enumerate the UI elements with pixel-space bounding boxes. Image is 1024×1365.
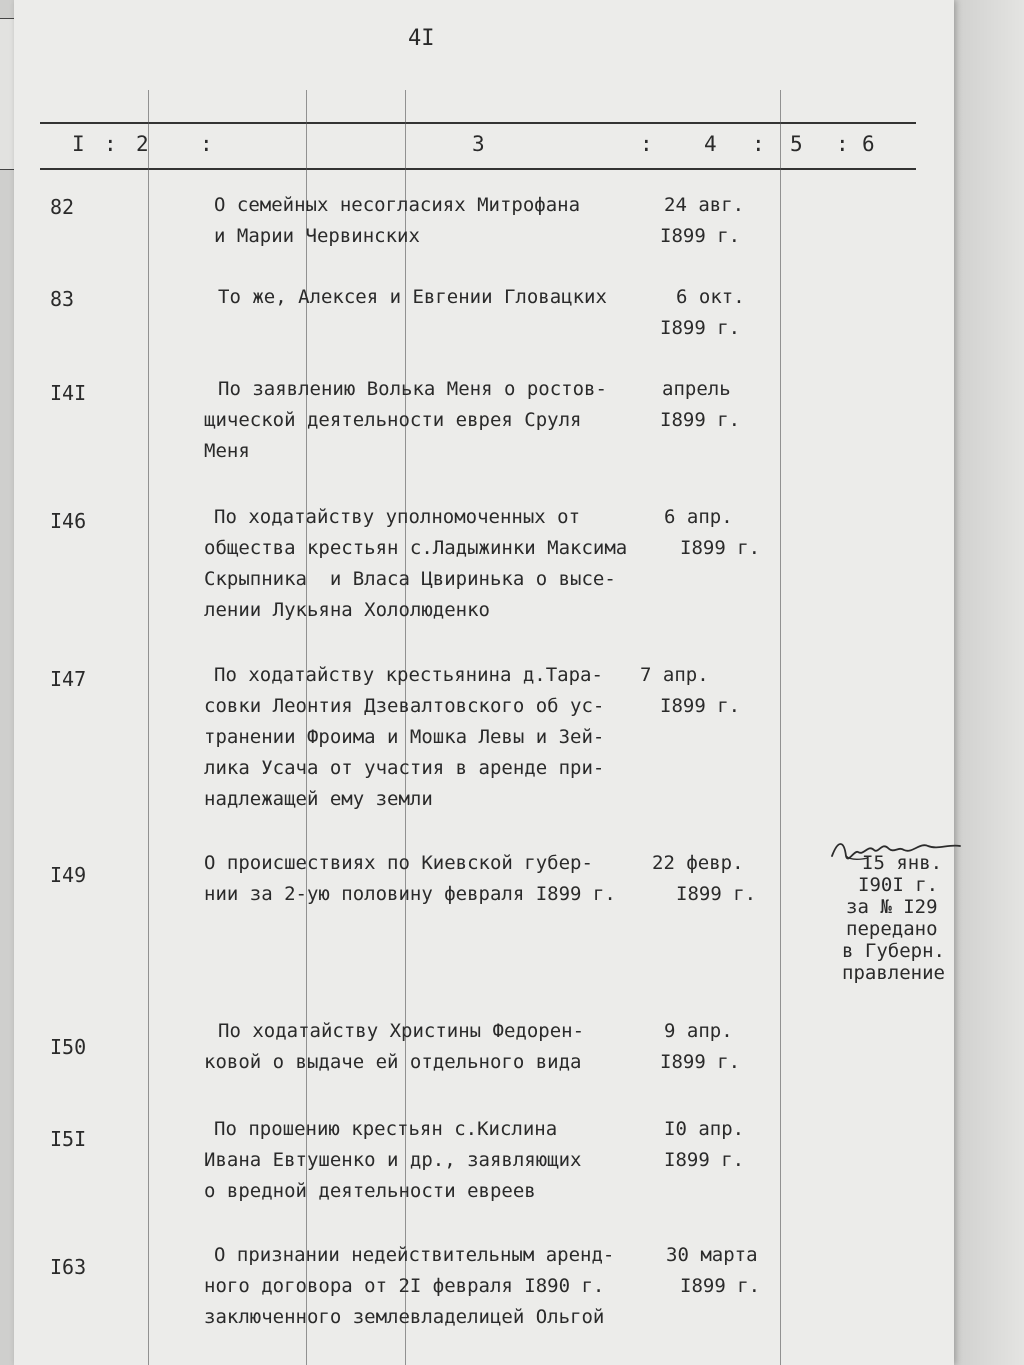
entry-141-date-day: апрель	[662, 378, 731, 400]
entry-163-date-year: I899 г.	[680, 1275, 761, 1297]
note-line-6: правление	[842, 962, 945, 984]
note-line-2: I90I г.	[858, 874, 939, 896]
column-divider-4	[780, 90, 781, 1365]
header-col-1: I	[72, 132, 87, 156]
entry-147-title-line-3: транении Фроима и Мошка Левы и Зей-	[204, 726, 605, 748]
entry-149-title-line-1: О происшествиях по Киевской губер-	[204, 852, 593, 874]
header-sep-1: :	[104, 132, 119, 156]
right-margin	[954, 0, 1024, 1365]
entry-163-title-line-2: ного договора от 2I февраля I890 г.	[204, 1275, 605, 1297]
entry-163-title-line-1: О признании недействительным аренд-	[214, 1244, 615, 1266]
entry-147-date-year: I899 г.	[660, 695, 741, 717]
entry-147-title-line-4: лика Усача от участия в аренде при-	[204, 757, 605, 779]
header-col-2: 2	[136, 132, 151, 156]
entry-141-number: I4I	[50, 381, 87, 405]
entry-149-date-day: 22 февр.	[652, 852, 744, 874]
entry-146-title-line-1: По ходатайству уполномоченных от	[214, 506, 581, 528]
entry-146-title-line-2: общества крестьян с.Ладыжинки Максима	[204, 537, 628, 559]
entry-149-date-year: I899 г.	[676, 883, 757, 905]
note-line-4: передано	[846, 918, 938, 940]
entry-151-title-line-1: По прошению крестьян с.Кислина	[214, 1118, 558, 1140]
entry-146-date-year: I899 г.	[680, 537, 761, 559]
entry-141-title-line-2: щической деятельности еврея Сруля	[204, 409, 582, 431]
entry-146-title-line-4: лении Лукьяна Хололюденко	[204, 599, 490, 621]
entry-150-date-day: 9 апр.	[664, 1020, 733, 1042]
header-sep-3: :	[640, 132, 655, 156]
entry-147-title-line-2: совки Леонтия Дзевалтовского об ус-	[204, 695, 605, 717]
entry-163-date-day: 30 марта	[666, 1244, 758, 1266]
header-top-rule	[40, 122, 916, 124]
entry-151-date-day: I0 апр.	[664, 1118, 745, 1140]
entry-146-date-day: 6 апр.	[664, 506, 733, 528]
entry-163-title-line-3: заключенного землевладелицей Ольгой	[204, 1306, 605, 1328]
entry-141-title-line-1: По заявлению Волька Меня о ростов-	[218, 378, 607, 400]
header-col-5: 5	[790, 132, 805, 156]
page-number: 4I	[408, 26, 435, 51]
entry-147-date-day: 7 апр.	[640, 664, 709, 686]
entry-83-date-day: 6 окт.	[676, 286, 745, 308]
header-col-4: 4	[704, 132, 719, 156]
entry-82-date-year: I899 г.	[660, 225, 741, 247]
entry-82-date-day: 24 авг.	[664, 194, 745, 216]
entry-141-date-year: I899 г.	[660, 409, 741, 431]
entry-149-number: I49	[50, 863, 87, 887]
entry-150-title-line-2: ковой о выдаче ей отдельного вида	[204, 1051, 582, 1073]
entry-141-title-line-3: Меня	[204, 440, 250, 462]
entry-82-title-line-1: О семейных несогласиях Митрофана	[214, 194, 581, 216]
header-sep-2: :	[200, 132, 215, 156]
entry-147-title-line-1: По ходатайству крестьянина д.Тара-	[214, 664, 603, 686]
entry-83-date-year: I899 г.	[660, 317, 741, 339]
entry-150-title-line-1: По ходатайству Христины Федорен-	[218, 1020, 585, 1042]
entry-83-title-line-1: То же, Алексея и Евгении Гловацких	[218, 286, 607, 308]
entry-151-date-year: I899 г.	[664, 1149, 745, 1171]
header-sep-5: :	[836, 132, 851, 156]
entry-151-title-line-3: о вредной деятельности евреев	[204, 1180, 536, 1202]
entry-146-number: I46	[50, 509, 87, 533]
entry-151-number: I5I	[50, 1127, 87, 1151]
entry-82-number: 82	[50, 195, 75, 219]
header-bottom-rule	[40, 168, 916, 170]
entry-150-date-year: I899 г.	[660, 1051, 741, 1073]
entry-146-title-line-3: Скрыпника и Власа Цвиринька о высе-	[204, 568, 616, 590]
column-divider-1	[148, 90, 149, 1365]
entry-150-number: I50	[50, 1035, 87, 1059]
note-line-3: за № I29	[846, 896, 938, 918]
entry-83-number: 83	[50, 287, 75, 311]
entry-149-title-line-2: нии за 2-ую половину февраля I899 г.	[204, 883, 616, 905]
entry-147-number: I47	[50, 667, 87, 691]
header-col-6: 6	[862, 132, 877, 156]
entry-147-title-line-5: надлежащей ему земли	[204, 788, 433, 810]
entry-151-title-line-2: Ивана Евтушенко и др., заявляющих	[204, 1149, 582, 1171]
entry-163-number: I63	[50, 1255, 87, 1279]
entry-82-title-line-2: и Марии Червинских	[214, 225, 420, 247]
note-line-5: в Губерн.	[842, 940, 945, 962]
header-sep-4: :	[752, 132, 767, 156]
note-line-1: I5 янв.	[862, 852, 943, 874]
header-col-3: 3	[472, 132, 487, 156]
